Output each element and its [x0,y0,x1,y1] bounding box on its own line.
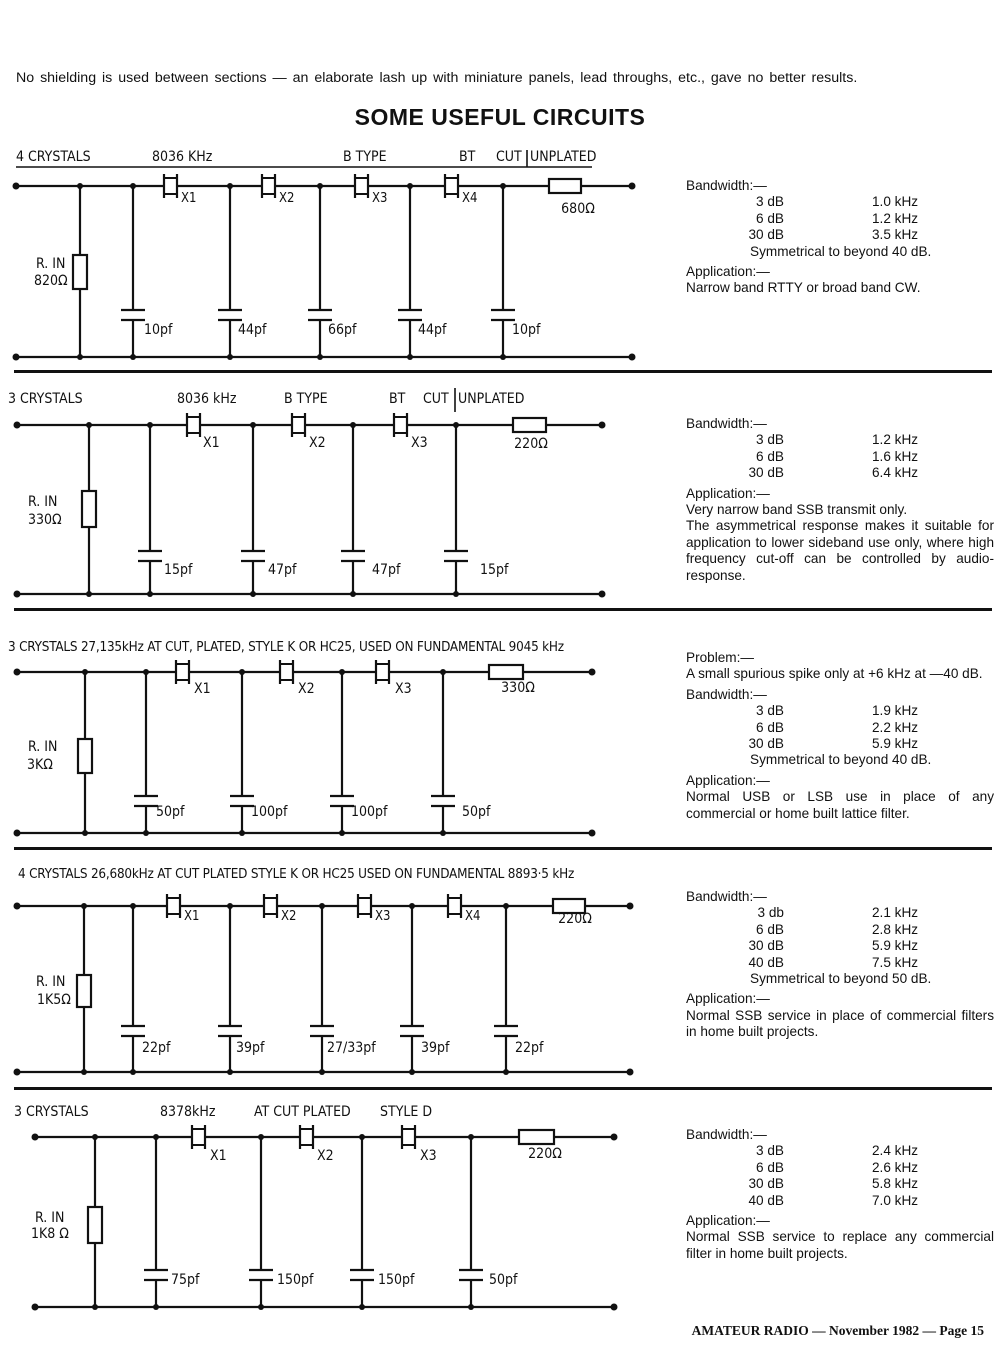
section-divider [14,608,992,611]
circuit-2-schematic [0,380,680,612]
capacitor-5-1 [144,1134,168,1310]
input-resistor-value: 3KΩ [27,757,53,773]
crystal-5-x2 [300,1125,313,1149]
capacitor-value: 39pf [236,1040,265,1056]
crystal-2-x2 [292,413,305,437]
circuit-4-specs [686,889,994,1041]
capacitor-2-2 [241,422,265,597]
spec-row: 6 dB 2.2 kHz [756,719,919,735]
crystal-label: X2 [281,909,297,924]
capacitor-value: 15pf [480,562,509,578]
capacitor-value: 22pf [142,1040,171,1056]
capacitor-3-4 [431,669,455,836]
crystal-4-x3 [358,894,371,918]
spec-note: Symmetrical to beyond 40 dB. [750,243,932,259]
circuit-5-specs [686,1127,994,1262]
circuit-2-type: B TYPE [284,391,328,407]
bandwidth-label: Bandwidth:— [686,686,767,702]
crystal-label: X3 [411,435,428,451]
spec-row: 6 dB 1.6 kHz [756,448,919,464]
crystal-4-x1 [167,894,180,918]
circuit-1-frequency: 8036 KHz [152,149,213,165]
crystal-3-x3 [376,660,389,684]
application-text: Narrow band RTTY or broad band CW. [686,280,921,296]
spec-row: 40 dB 7.0 kHz [748,1192,919,1208]
capacitor-1-1 [121,183,145,360]
spec-note: Symmetrical to beyond 50 dB. [750,970,932,986]
circuit-1-crystal-count: 4 CRYSTALS [16,149,91,165]
section-divider [14,1087,992,1090]
crystal-1-x4 [445,174,458,198]
intro-text: No shielding is used between sections — an elaborate lash up with miniature panels, lead throughs, etc., gave no better results. [16,70,858,86]
crystal-1-x1 [164,174,177,198]
application-text: Very narrow band SSB transmit only. [686,501,908,517]
input-resistor-label: R. IN [36,256,66,272]
input-resistor-label: R. IN [36,974,66,990]
page-title: SOME USEFUL CIRCUITS [354,104,646,130]
input-resistor-value: 1K5Ω [37,992,71,1008]
page-footer: AMATEUR RADIO — November 1982 — Page 15 [691,1323,984,1338]
application-detail: The asymmetrical response makes it suitable for application to lower sideband use only, where high frequency cut-off can be controlled by audio-response. [686,518,994,583]
crystal-3-x2 [280,660,293,684]
crystal-3-x1 [176,660,189,684]
capacitor-value: 75pf [171,1272,200,1288]
capacitor-2-4 [444,422,468,597]
spec-row: 30 dB 6.4 kHz [748,465,919,481]
crystal-2-x1 [187,413,200,437]
output-resistor-value: 220Ω [528,1146,562,1162]
spec-row: 3 dB 1.9 kHz [756,703,919,719]
circuit-5-style: STYLE D [380,1104,433,1120]
output-resistor-value: 220Ω [558,911,592,927]
input-resistor-value: 820Ω [34,273,68,289]
capacitor-5-2 [249,1134,273,1310]
crystal-label: X1 [203,435,220,451]
crystal-label: X3 [372,191,388,206]
spec-row: 6 dB 2.8 kHz [756,921,919,937]
circuit-2-frequency: 8036 kHz [177,391,237,407]
section-divider [14,847,992,850]
application-label: Application:— [686,1212,770,1228]
capacitor-value: 150pf [378,1272,415,1288]
crystal-5-x3 [402,1125,415,1149]
section-divider [14,370,992,373]
input-resistor-value: 1K8 Ω [31,1226,69,1242]
capacitor-value: 27/33pf [327,1040,376,1056]
bandwidth-label: Bandwidth:— [686,889,767,904]
capacitor-value: 10pf [512,322,541,338]
circuit-5-crystal-count: 3 CRYSTALS [14,1104,89,1120]
capacitor-value: 50pf [462,804,491,820]
spec-row: 30 dB 5.9 kHz [748,938,919,954]
circuit-2-specs [686,416,994,584]
capacitor-value: 47pf [268,562,297,578]
crystal-label: X1 [181,191,197,206]
circuit-1-cut: CUT [496,149,522,165]
output-resistor-5 [519,1130,554,1144]
crystal-label: X1 [210,1148,227,1164]
circuit-2-crystal-count: 3 CRYSTALS [8,391,83,407]
capacitor-value: 10pf [144,322,173,338]
spec-row: 3 dB 2.4 kHz [756,1143,919,1159]
bandwidth-label: Bandwidth:— [686,416,767,431]
circuit-4-schematic [0,870,680,1090]
spec-row: 30 dB 5.8 kHz [748,1176,919,1192]
circuit-3-specs [686,650,994,822]
crystal-label: X2 [317,1148,334,1164]
spec-note: Symmetrical to beyond 40 dB. [750,752,932,768]
circuit-1-plating: UNPLATED [530,149,597,165]
output-resistor-value: 330Ω [501,680,535,696]
capacitor-value: 100pf [351,804,388,820]
output-resistor-1 [549,179,581,193]
bandwidth-label: Bandwidth:— [686,178,767,193]
circuit-5-frequency: 8378kHz [160,1104,216,1120]
spec-row: 3 dB 1.2 kHz [756,432,919,448]
circuit-2-cut: CUT [423,391,449,407]
crystal-label: X4 [462,191,478,206]
input-resistor-5 [88,1134,102,1310]
crystal-5-x1 [192,1125,205,1149]
capacitor-value: 22pf [515,1040,544,1056]
input-resistor-4 [77,903,91,1075]
capacitor-5-4 [459,1134,483,1310]
capacitor-value: 66pf [328,322,357,338]
problem-label: Problem:— [686,650,754,665]
input-resistor-3 [78,669,92,836]
circuit-5-schematic [0,1120,680,1320]
spec-row: 3 db 2.1 kHz [757,905,919,921]
capacitor-value: 15pf [164,562,193,578]
spec-row: 30 dB 5.9 kHz [748,736,919,751]
circuit-5-cut: AT CUT PLATED [254,1104,351,1120]
output-resistor-value: 220Ω [514,436,548,452]
spec-row: 3 dB 1.0 kHz [756,194,919,210]
circuit-2-plating: UNPLATED [458,391,525,407]
crystal-label: X1 [184,909,200,924]
input-resistor-label: R. IN [28,739,58,755]
output-resistor-3 [489,665,523,679]
crystal-label: X3 [375,909,391,924]
crystal-1-x3 [355,174,368,198]
input-resistor-label: R. IN [35,1210,65,1226]
output-resistor-value: 680Ω [561,201,595,217]
capacitor-value: 47pf [372,562,401,578]
capacitor-value: 39pf [421,1040,450,1056]
application-label: Application:— [686,991,770,1007]
crystal-label: X4 [465,909,481,924]
input-resistor-value: 330Ω [28,512,62,528]
output-resistor-2 [513,418,546,432]
capacitor-value: 50pf [156,804,185,820]
spec-row: 40 dB 7.5 kHz [748,954,919,970]
spec-row: 30 dB 3.5 kHz [748,227,919,243]
capacitor-value: 50pf [489,1272,518,1288]
application-text: Normal SSB service to replace any commercial filter in home built projects. [686,1229,994,1261]
application-label: Application:— [686,772,770,788]
spec-row: 6 dB 1.2 kHz [756,210,919,226]
crystal-label: X3 [395,681,412,697]
crystal-4-x4 [448,894,461,918]
application-label: Application:— [686,485,770,501]
capacitor-2-1 [138,422,162,597]
crystal-label: X2 [279,191,295,206]
capacitor-2-3 [341,422,365,597]
capacitor-value: 150pf [277,1272,314,1288]
bandwidth-label: Bandwidth:— [686,1127,767,1142]
input-resistor-1 [73,183,87,360]
capacitor-5-3 [350,1134,374,1310]
crystal-label: X1 [194,681,211,697]
circuit-1-specs [686,178,994,297]
crystal-label: X2 [298,681,315,697]
capacitor-value: 44pf [418,322,447,338]
capacitor-value: 44pf [238,322,267,338]
application-label: Application:— [686,263,770,279]
circuit-3-schematic [0,640,680,850]
circuit-1-cut-type: BT [459,149,476,165]
circuit-3-header: 3 CRYSTALS 27,135kHz AT CUT, PLATED, STYLE K OR HC25, USED ON FUNDAMENTAL 9045 kHz [8,640,564,655]
problem-text: A small spurious spike only at +6 kHz at —40 dB. [686,666,983,682]
crystal-label: X3 [420,1148,437,1164]
capacitor-3-1 [134,669,158,836]
application-text: Normal SSB service in place of commercial filters in home built projects. [686,1007,994,1040]
crystal-1-x2 [262,174,275,198]
circuit-2-cut-type: BT [389,391,406,407]
input-resistor-2 [82,422,96,597]
input-resistor-label: R. IN [28,494,58,510]
circuit-4-header: 4 CRYSTALS 26,680kHz AT CUT PLATED STYLE K OR HC25 USED ON FUNDAMENTAL 8893·5 kHz [18,867,575,882]
crystal-2-x3 [394,413,407,437]
circuit-1-type: B TYPE [343,149,387,165]
capacitor-value: 100pf [251,804,288,820]
crystal-label: X2 [309,435,326,451]
application-text: Normal USB or LSB use in place of any commercial or home built lattice filter. [686,789,994,821]
crystal-4-x2 [264,894,277,918]
spec-row: 6 dB 2.6 kHz [756,1159,919,1175]
